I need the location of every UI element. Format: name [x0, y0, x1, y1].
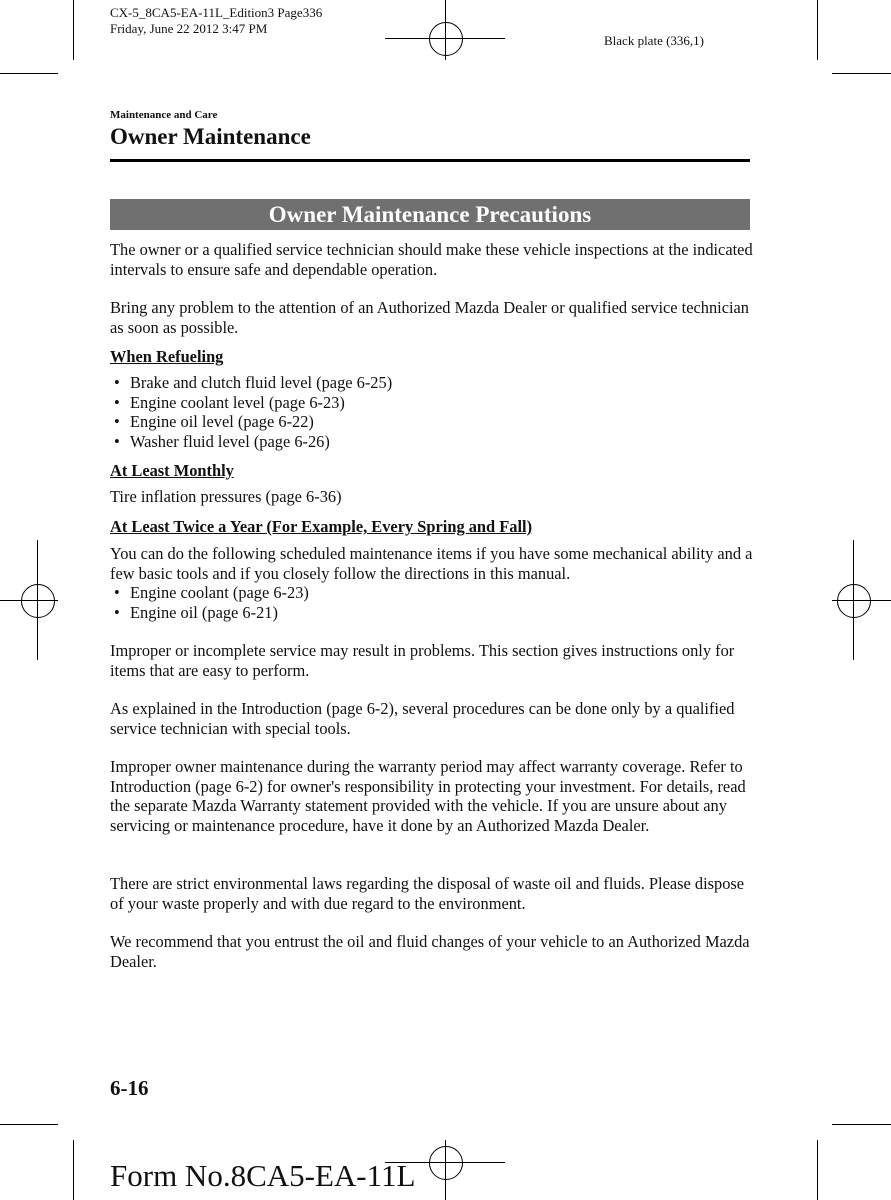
print-slug-file: CX-5_8CA5-EA-11L_Edition3 Page336 [110, 5, 323, 20]
twice-yearly-text: You can do the following scheduled maintenance items if you have some mechanical ability and a few basic tools and if you closely follow the directions in this manual. [110, 544, 753, 583]
paragraph-recommend: We recommend that you entrust the oil and fluid changes of your vehicle to an Authorized Mazda Dealer. [110, 932, 750, 971]
list-item: • Engine oil (page 6-21) [110, 603, 755, 623]
section-label: Maintenance and Care [110, 109, 218, 121]
form-number: Form No.8CA5-EA-11L [110, 1158, 416, 1193]
monthly-text: Tire inflation pressures (page 6-36) [110, 487, 342, 506]
section-banner: Owner Maintenance Precautions [110, 199, 750, 230]
subheading-twice-a-year: At Least Twice a Year (For Example, Every Spring and Fall) [110, 517, 533, 536]
print-slug-plate: Black plate (336,1) [604, 33, 704, 48]
page-title: Owner Maintenance [110, 124, 311, 149]
paragraph-introduction: As explained in the Introduction (page 6-2), several procedures can be done only by a qualified service technician with special tools. [110, 699, 735, 738]
refueling-list [110, 373, 755, 451]
paragraph-environment: There are strict environmental laws regarding the disposal of waste oil and fluids. Please dispose of your waste properly and with due regard to the environment. [110, 874, 745, 913]
twice-yearly-list [110, 583, 755, 622]
list-item: • Washer fluid level (page 6-26) [110, 432, 755, 452]
paragraph-improper-service: Improper or incomplete service may result in problems. This section gives instructions only for items that are easy to perform. [110, 641, 735, 680]
list-item: • Brake and clutch fluid level (page 6-25) [110, 373, 755, 393]
list-item: • Engine oil level (page 6-22) [110, 412, 755, 432]
page-number: 6-16 [110, 1076, 149, 1100]
heading-rule [110, 159, 750, 162]
list-item: • Engine coolant (page 6-23) [110, 583, 755, 603]
print-slug-date: Friday, June 22 2012 3:47 PM [110, 21, 268, 36]
subheading-at-least-monthly: At Least Monthly [110, 461, 234, 480]
intro-paragraph-2: Bring any problem to the attention of an Authorized Mazda Dealer or qualified service technician as soon as possible. [110, 298, 750, 337]
intro-paragraph-1: The owner or a qualified service technician should make these vehicle inspections at the indicated intervals to ensure safe and dependable operation. [110, 240, 753, 279]
list-item: • Engine coolant level (page 6-23) [110, 393, 755, 413]
paragraph-warranty: Improper owner maintenance during the warranty period may affect warranty coverage. Refer to Introduction (page 6-2) for owner's responsibility in protecting your investment. For details, read the separate Mazda Warranty statement provided with the vehicle. If you are unsure about any servicing or maintenance procedure, have it done by an Authorized Mazda Dealer. [110, 757, 746, 835]
subheading-when-refueling: When Refueling [110, 347, 224, 366]
